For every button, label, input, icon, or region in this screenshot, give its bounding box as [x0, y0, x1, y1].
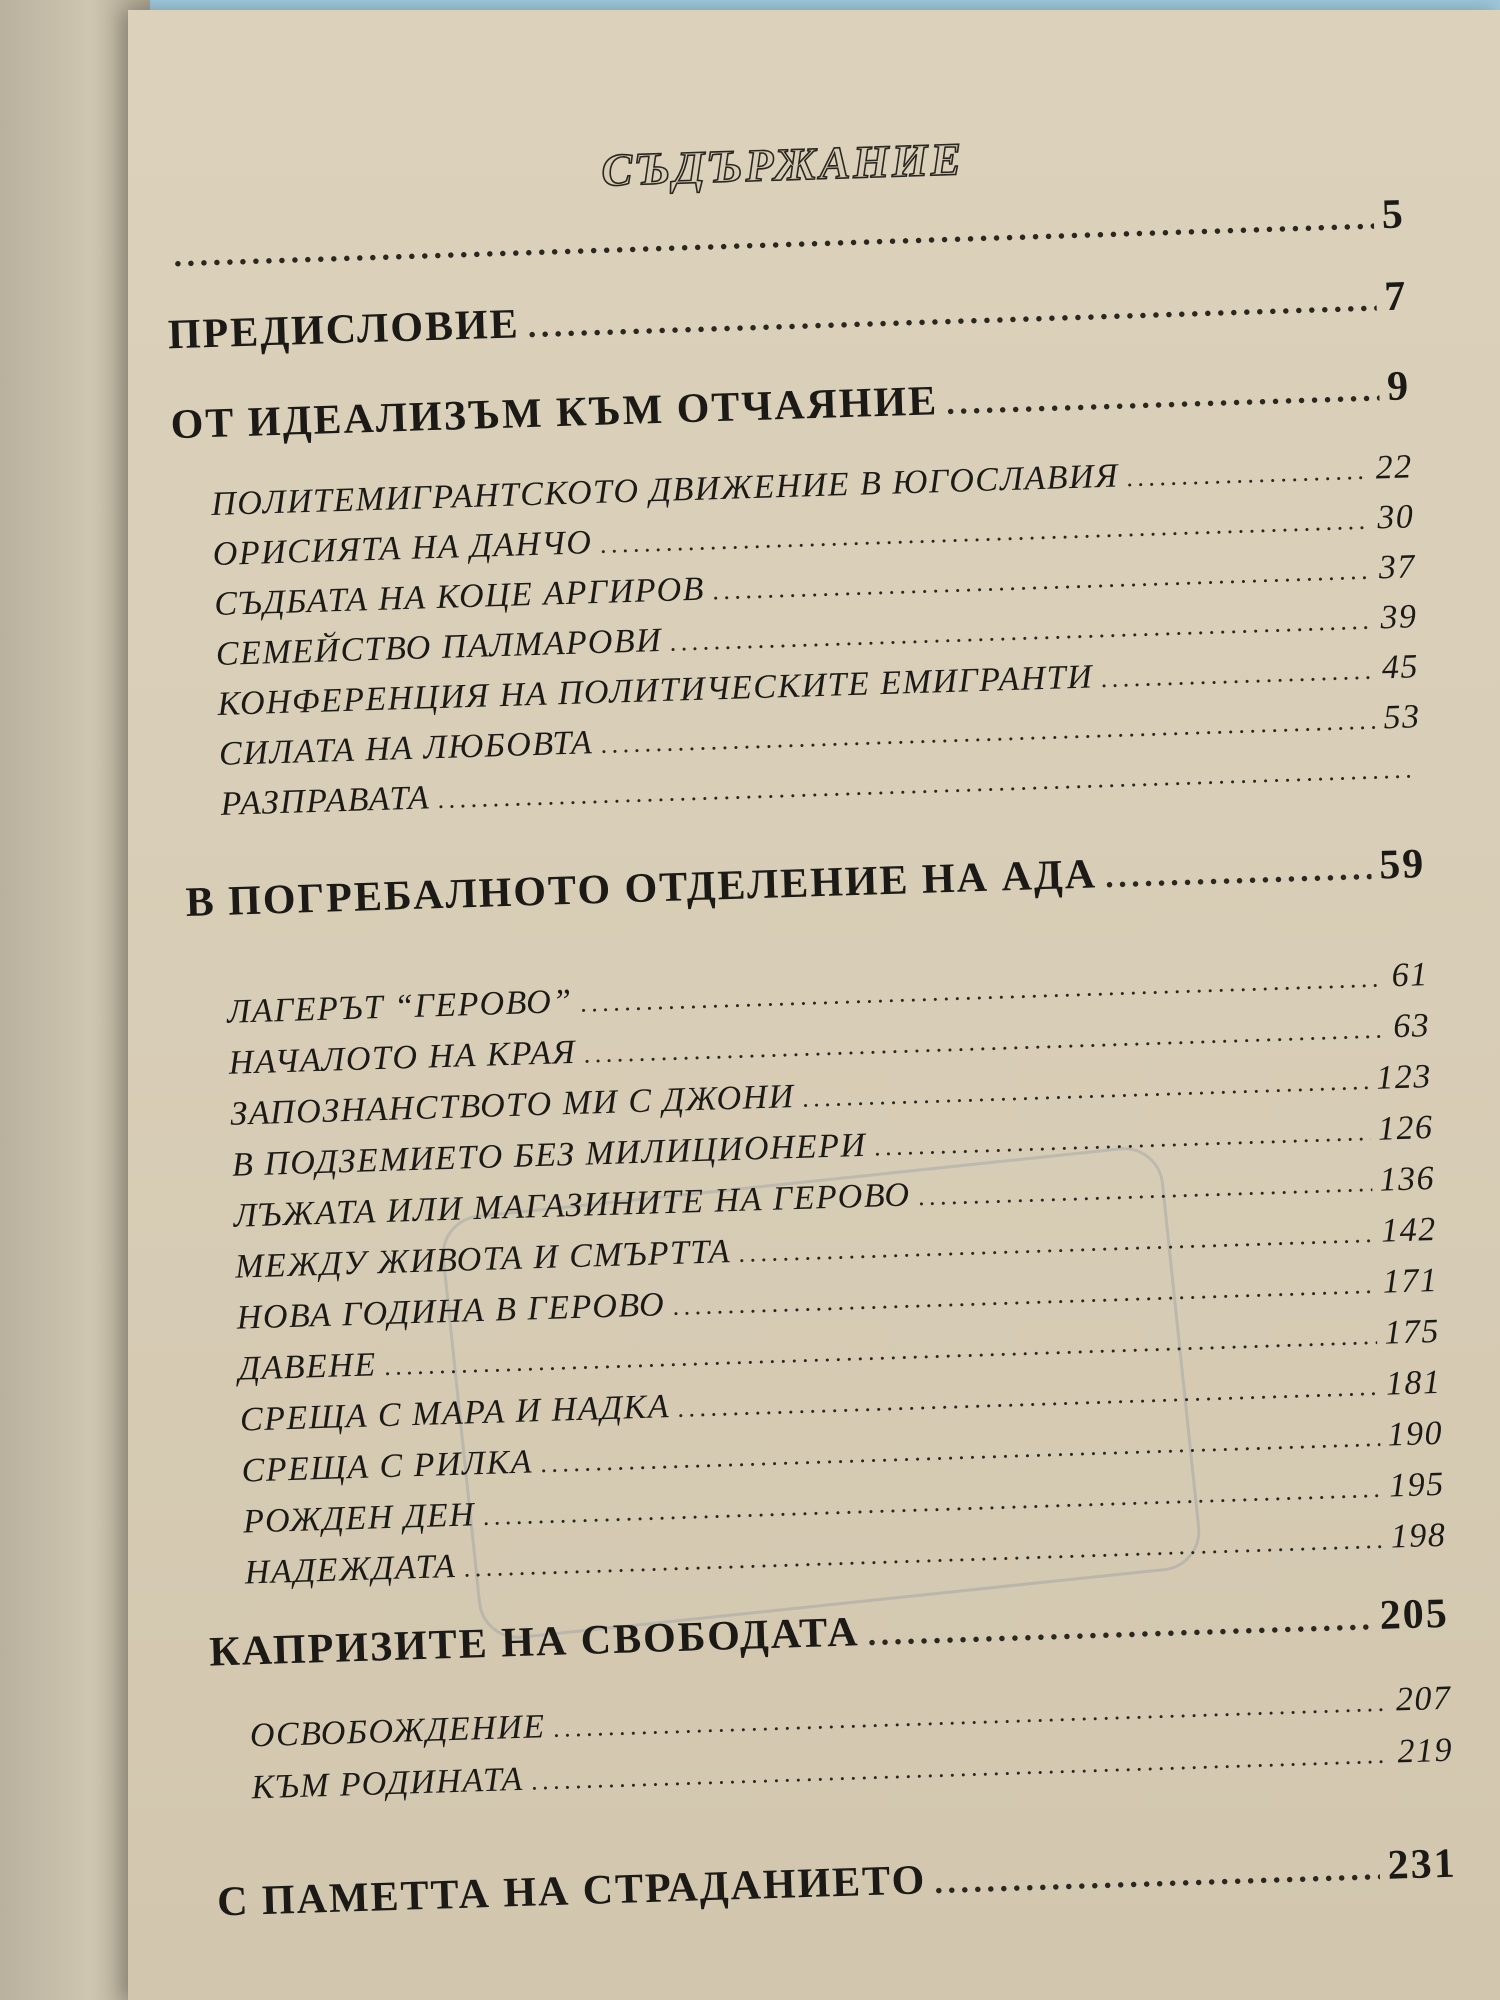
toc-page-number: 175: [1383, 1312, 1441, 1352]
dot-leader: [527, 281, 1377, 346]
toc-page-number: 53: [1382, 698, 1422, 737]
toc-entry-label: ЗАПОЗНАНСТВОТО МИ С ДЖОНИ: [229, 1078, 796, 1133]
toc-entry-label: ПОЛИТЕМИГРАНТСКОТО ДВИЖЕНИЕ В ЮГОСЛАВИЯ: [210, 457, 1120, 524]
toc-page-number: 181: [1385, 1363, 1443, 1403]
toc-title: СЪДЪРЖАНИЕ: [600, 133, 966, 196]
toc-entry-label: РАЗПРАВАТА: [220, 779, 431, 823]
toc-page-number: 37: [1378, 548, 1417, 587]
dot-leader: [673, 1270, 1376, 1322]
toc-entry-major: [185, 840, 1426, 927]
toc-page-number: 22: [1375, 448, 1414, 487]
dot-leader: [867, 1600, 1372, 1654]
dot-leader: [173, 199, 1375, 275]
toc-entry-label: СРЕЩА С РИЛКА: [241, 1443, 534, 1490]
toc-page-number: 231: [1386, 1840, 1458, 1889]
toc-entry-label: КАПРИЗИТЕ НА СВОБОДАТА: [208, 1609, 861, 1676]
toc-page-number: 5: [1381, 191, 1406, 239]
dot-leader: [918, 1168, 1372, 1212]
toc-page-number: 171: [1382, 1261, 1439, 1301]
dot-leader: [874, 1117, 1370, 1163]
toc-page-number: 123: [1375, 1057, 1433, 1097]
toc-entry-label: В ПОДЗЕМИЕТО БЕЗ МИЛИЦИОНЕРИ: [231, 1126, 868, 1184]
dot-leader: [553, 1688, 1388, 1744]
toc-page-number: 9: [1386, 363, 1411, 411]
toc-entry-label: СРЕЩА С МАРА И НАДКА: [239, 1388, 671, 1439]
toc-entry-label: НОВА ГОДИНА В ГЕРОВО: [236, 1286, 666, 1337]
toc-page-number: 7: [1383, 273, 1409, 321]
toc-page-number: 45: [1381, 648, 1420, 687]
dot-leader: [739, 1219, 1374, 1269]
toc-page-number: 61: [1391, 956, 1430, 995]
dot-leader: [712, 556, 1371, 607]
dot-leader: [531, 1740, 1390, 1797]
toc-page-number: 190: [1386, 1414, 1444, 1454]
toc-entry-label: КЪМ РОДИНАТА: [251, 1760, 525, 1807]
toc-page-number: 195: [1388, 1465, 1446, 1505]
toc-entry-label: МЕЖДУ ЖИВОТА И СМЪРТТА: [234, 1233, 732, 1286]
dot-leader: [601, 706, 1376, 760]
toc-entry-label: СИЛАТА НА ЛЮБОВТА: [218, 724, 594, 773]
toc-entry-label: ДАВЕНЕ: [237, 1346, 378, 1388]
dot-leader: [934, 1850, 1381, 1902]
dot-leader: [670, 606, 1373, 658]
toc-entry-label: НАДЕЖДАТА: [244, 1547, 457, 1592]
book-page: [128, 10, 1500, 2000]
dot-leader: [678, 1372, 1379, 1424]
toc-entry-label: СЪДБАТА НА КОЦЕ АРГИРОВ: [213, 570, 706, 623]
toc-entry-label: ОСВОБОЖДЕНИЕ: [249, 1708, 547, 1755]
dot-leader: [946, 371, 1380, 423]
toc-entry-major: [170, 362, 1411, 449]
toc-entry-label: В ПОГРЕБАЛНОТО ОТДЕЛЕНИЕ НА АДА: [185, 851, 1098, 927]
toc-entry-label: С ПАМЕТТА НА СТРАДАНИЕТО: [216, 1857, 927, 1926]
table-of-contents: [158, 10, 1460, 2000]
toc-page-number: 126: [1377, 1108, 1435, 1148]
toc-entry-label: НАЧАЛОТО НА КРАЯ: [228, 1033, 577, 1082]
toc-page-number: 142: [1380, 1210, 1438, 1250]
toc-entry-major: [167, 272, 1408, 359]
toc-page-number: 136: [1378, 1159, 1436, 1199]
toc-page-number: 219: [1396, 1731, 1454, 1771]
toc-entry-label: РОЖДЕН ДЕН: [242, 1496, 476, 1541]
dot-leader: [1126, 456, 1368, 494]
dot-leader: [580, 963, 1384, 1018]
dot-leader: [584, 1014, 1386, 1069]
toc-entry-label: ОТ ИДЕАЛИЗЪМ КЪМ ОТЧАЯНИЕ: [170, 378, 939, 449]
toc-page-number: 30: [1376, 498, 1415, 537]
dot-leader: [802, 1066, 1369, 1114]
toc-page-number: 207: [1395, 1679, 1452, 1719]
dot-leader: [464, 1525, 1383, 1584]
toc-entry-major: [209, 1590, 1450, 1677]
dot-leader: [600, 506, 1370, 560]
toc-entry-label: СЕМЕЙСТВО ПАЛМАРОВИ: [215, 621, 663, 673]
toc-page-number: 63: [1392, 1007, 1431, 1046]
toc-page-number: 59: [1378, 841, 1426, 889]
toc-entry-label: ОРИСИЯТА НА ДАНЧО: [212, 524, 593, 574]
toc-entry-label: ЛЪЖАТА ИЛИ МАГАЗИНИТЕ НА ГЕРОВО: [233, 1176, 912, 1235]
toc-page-number: 39: [1379, 598, 1418, 637]
toc-page-number: 198: [1390, 1516, 1447, 1556]
dot-leader: [1101, 656, 1375, 695]
dot-leader: [438, 754, 1415, 815]
dot-leader: [1104, 850, 1371, 896]
toc-entry-label: ЛАГЕРЪТ “ГЕРОВО”: [226, 982, 574, 1031]
toc-entry-label: КОНФЕРЕНЦИЯ НА ПОЛИТИЧЕСКИТЕ ЕМИГРАНТИ: [216, 658, 1094, 723]
toc-page-number: 205: [1379, 1590, 1450, 1639]
dot-leader: [540, 1423, 1380, 1479]
toc-entry-label: ПРЕДИСЛОВИЕ: [167, 301, 521, 359]
toc-entry-major: [216, 1840, 1457, 1927]
